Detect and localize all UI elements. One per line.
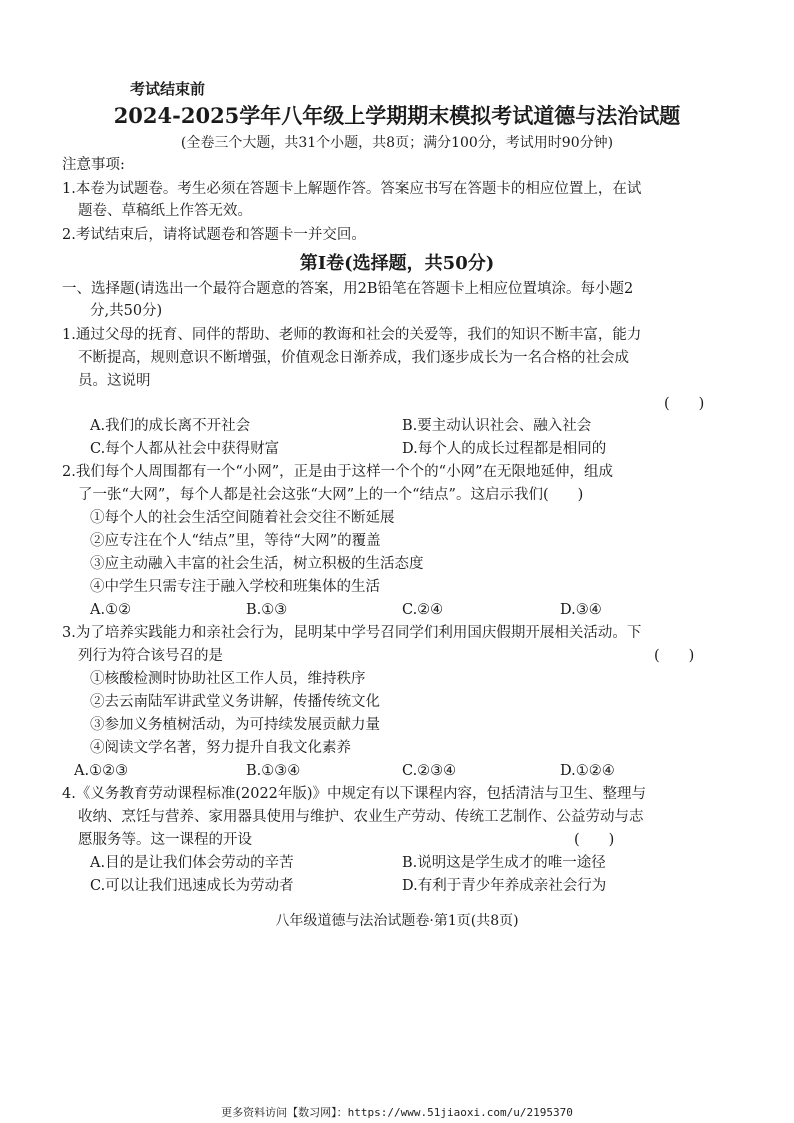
q3-statement-4: ④阅读文学名著，努力提升自我文化素养 bbox=[90, 740, 351, 756]
q4-option-d: D.有利于青少年养成亲社会行为 bbox=[402, 878, 607, 894]
q1-answer-paren: ( ) bbox=[664, 396, 705, 412]
q3-option-d: D.①②④ bbox=[560, 763, 615, 779]
q4-answer-paren: ( ) bbox=[574, 832, 615, 848]
q3-statement-2: ②去云南陆军讲武堂义务讲解，传播传统文化 bbox=[90, 694, 380, 710]
pre-exam-label: 考试结束前 bbox=[130, 80, 206, 98]
q3-answer-paren: ( ) bbox=[654, 648, 695, 664]
q2-option-d: D.③④ bbox=[560, 602, 602, 618]
q3-statement-1: ①核酸检测时协助社区工作人员，维持秩序 bbox=[90, 671, 366, 687]
q1-stem-line-3: 员。这说明 bbox=[78, 373, 151, 389]
notice-item-2: 2.考试结束后，请将试题卷和答题卡一并交回。 bbox=[62, 227, 366, 243]
q2-stem-line-1: 2.我们每个人周围都有一个“小网”，正是由于这样一个个的“小网”在无限地延伸，组成 bbox=[62, 464, 613, 480]
q1-option-a: A.我们的成长离不开社会 bbox=[90, 418, 251, 434]
q4-option-a: A.目的是让我们体会劳动的辛苦 bbox=[90, 855, 294, 871]
notice-item-1-line-2: 题卷、草稿纸上作答无效。 bbox=[78, 203, 252, 219]
q1-stem-line-2: 不断提高，规则意识不断增强，价值观念日渐养成，我们逐步成长为一名合格的社会成 bbox=[78, 350, 629, 366]
q3-stem-line-2: 列行为符合该号召的是 bbox=[78, 648, 223, 664]
page-footer: 八年级道德与法治试题卷·第1页(共8页) bbox=[275, 913, 519, 929]
q4-stem-line-3: 愿服务等。这一课程的开设 bbox=[78, 832, 252, 848]
q4-option-c: C.可以让我们迅速成长为劳动者 bbox=[90, 878, 294, 894]
q1-option-c: C.每个人都从社会中获得财富 bbox=[90, 441, 280, 457]
q2-statement-2: ②应专注在个人“结点”里，等待“大网”的覆盖 bbox=[90, 533, 381, 549]
q3-stem-line-1: 3.为了培养实践能力和亲社会行为，昆明某中学号召同学们利用国庆假期开展相关活动。下 bbox=[62, 625, 642, 641]
q1-option-d: D.每个人的成长过程都是相同的 bbox=[402, 441, 607, 457]
q3-option-c: C.②③④ bbox=[402, 763, 457, 779]
q4-stem-line-2: 收纳、烹饪与营养、家用器具使用与维护、农业生产劳动、传统工艺制作、公益劳动与志 bbox=[78, 809, 644, 825]
q2-option-a: A.①② bbox=[90, 602, 132, 618]
watermark-link-text: 更多资料访问【数习网】：https://www.51jiaoxi.com/u/2195370 bbox=[221, 1106, 573, 1119]
notice-heading: 注意事项: bbox=[62, 157, 125, 173]
q4-stem-line-1: 4.《义务教育劳动课程标准(2022年版)》中规定有以下课程内容，包括清洁与卫生、整理与 bbox=[62, 786, 647, 802]
section-title: 第Ⅰ卷(选择题，共50分) bbox=[299, 253, 495, 274]
q2-option-c: C.②④ bbox=[402, 602, 444, 618]
exam-title: 2024-2025学年八年级上学期期末模拟考试道德与法治试题 bbox=[113, 103, 681, 128]
exam-subtitle: (全卷三个大题，共31个小题，共8页；满分100分，考试用时90分钟) bbox=[180, 135, 614, 151]
q2-stem-line-2: 了一张“大网”，每个人都是社会这张“大网”上的一个“结点”。这启示我们( ) bbox=[78, 487, 584, 503]
q4-option-b: B.说明这是学生成才的唯一途径 bbox=[402, 855, 606, 871]
q1-stem-line-1: 1.通过父母的抚育、同伴的帮助、老师的教诲和社会的关爱等，我们的知识不断丰富，能力 bbox=[62, 327, 642, 343]
q3-statement-3: ③参加义务植树活动，为可持续发展贡献力量 bbox=[90, 717, 380, 733]
section-instruction-line-1: 一、选择题(请选出一个最符合题意的答案，用2B铅笔在答题卡上相应位置填涂。每小题2 bbox=[62, 281, 634, 297]
q3-option-b: B.①③④ bbox=[246, 763, 301, 779]
q2-statement-3: ③应主动融入丰富的社会生活，树立积极的生活态度 bbox=[90, 556, 424, 572]
section-instruction-line-2: 分,共50分) bbox=[90, 303, 163, 319]
notice-item-1-line-1: 1.本卷为试题卷。考生必须在答题卡上解题作答。答案应书写在答题卡的相应位置上，在试 bbox=[62, 181, 642, 197]
q1-option-b: B.要主动认识社会、融入社会 bbox=[402, 418, 592, 434]
q3-option-a: A.①②③ bbox=[74, 763, 129, 779]
q2-option-b: B.①③ bbox=[246, 602, 288, 618]
q2-statement-1: ①每个人的社会生活空间随着社会交往不断延展 bbox=[90, 510, 395, 526]
q2-statement-4: ④中学生只需专注于融入学校和班集体的生活 bbox=[90, 579, 380, 595]
